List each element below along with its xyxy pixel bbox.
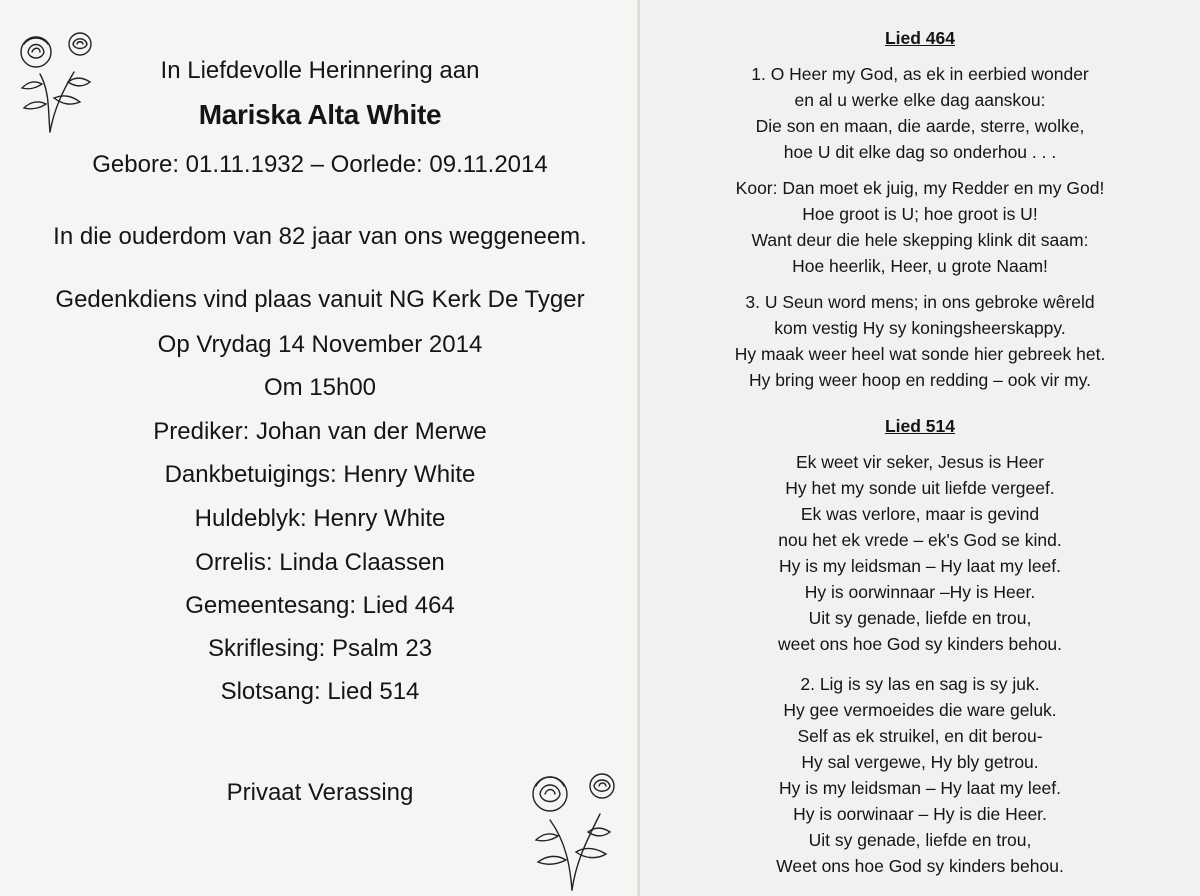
hymn-line: Want deur die hele skepping klink dit saam: [751, 230, 1089, 250]
hymn-line: Hy is my leidsman – Hy laat my leef. [778, 556, 1062, 576]
hymn-line: Uit sy genade, liefde en trou, [808, 608, 1032, 628]
age-line: In die ouderdom van 82 jaar van ons weggeneem. [53, 223, 587, 250]
hymn-line: Weet ons hoe God sy kinders behou. [776, 856, 1064, 876]
service-line: Om 15h00 [263, 374, 377, 401]
deceased-name: Mariska Alta White [198, 99, 442, 130]
hymn-line: Self as ek struikel, en dit berou- [797, 726, 1043, 746]
hymn-line: Hoe groot is U; hoe groot is U! [802, 204, 1038, 224]
hymn-title: Lied 464 [884, 28, 956, 48]
service-line: Gedenkdiens vind plaas vanuit NG Kerk De Tyger [55, 286, 585, 313]
hymn-line: 2. Lig is sy las en sag is sy juk. [800, 674, 1040, 694]
hymn-line: 3. U Seun word mens; in ons gebroke wêreld [745, 292, 1095, 312]
hymn-title: Lied 514 [884, 416, 956, 436]
service-line: Op Vrydag 14 November 2014 [157, 331, 483, 358]
hymn-line: Hy het my sonde uit liefde vergeef. [785, 478, 1055, 498]
dates-line: Gebore: 01.11.1932 – Oorlede: 09.11.2014 [92, 151, 548, 178]
service-line: Orrelis: Linda Claassen [195, 549, 445, 576]
hymn-line: Hy maak weer heel wat sonde hier gebreek het. [734, 344, 1106, 364]
hymn-line: Ek was verlore, maar is gevind [800, 504, 1040, 524]
hymn-line: Ek weet vir seker, Jesus is Heer [796, 452, 1044, 472]
hymn-line: Hy is my leidsman – Hy laat my leef. [778, 778, 1062, 798]
hymn-line: hoe U dit elke dag so onderhou . . . [783, 142, 1057, 162]
hymn-line: Hy gee vermoeides die ware geluk. [783, 700, 1057, 720]
hymn-line: 1. O Heer my God, as ek in eerbied wonder [751, 64, 1089, 84]
hymn-line: weet ons hoe God sy kinders behou. [777, 634, 1063, 654]
hymn-line: Uit sy genade, liefde en trou, [808, 830, 1032, 850]
hymn-line: Die son en maan, die aarde, sterre, wolke, [755, 116, 1085, 136]
hymn-line: en al u werke elke dag aanskou: [794, 90, 1046, 110]
service-line: Dankbetuigings: Henry White [164, 461, 476, 488]
hymn-line: Hoe heerlik, Heer, u grote Naam! [792, 256, 1048, 276]
right-page [640, 0, 1200, 896]
hymn-line: kom vestig Hy sy koningsheerskappy. [774, 318, 1066, 338]
rose-icon [522, 762, 622, 892]
service-line: Slotsang: Lied 514 [220, 678, 420, 705]
service-line: Gemeentesang: Lied 464 [185, 592, 455, 619]
intro-line: In Liefdevolle Herinnering aan [160, 57, 480, 84]
service-line: Prediker: Johan van der Merwe [153, 418, 487, 445]
hymn-line: Koor: Dan moet ek juig, my Redder en my God! [735, 178, 1105, 198]
hymn-line: Hy sal vergewe, Hy bly getrou. [801, 752, 1039, 772]
hymn-line: nou het ek vrede – ek's God se kind. [778, 530, 1062, 550]
hymn-line: Hy is oorwinaar – Hy is die Heer. [793, 804, 1047, 824]
closing-line: Privaat Verassing [226, 779, 414, 806]
hymn-line: Hy bring weer hoop en redding – ook vir my. [748, 370, 1092, 390]
hymn-line: Hy is oorwinnaar –Hy is Heer. [804, 582, 1036, 602]
service-line: Skriflesing: Psalm 23 [207, 635, 433, 662]
service-line: Huldeblyk: Henry White [194, 505, 446, 532]
